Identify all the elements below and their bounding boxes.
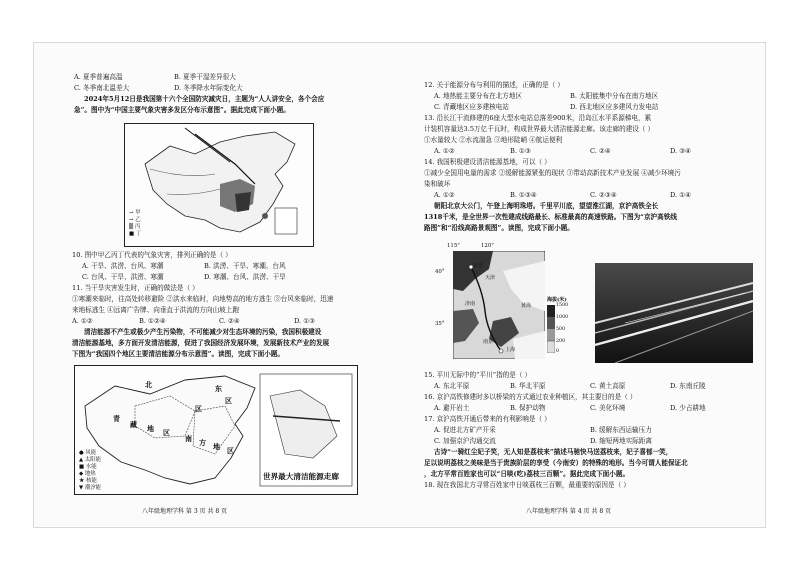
place-beijing: 北京: [473, 263, 484, 269]
question-16: 16. 京沪高铁修建时多以桥梁的方式通过农业种植区，其主要目的是（ ）: [424, 393, 637, 401]
legend-yi: → 乙: [129, 217, 141, 223]
exam-sheet: [33, 42, 766, 528]
elev-200: 200: [556, 339, 566, 344]
place-nanjing: 南京: [483, 339, 494, 345]
tick-115: 115°: [447, 243, 460, 249]
region-label-10: 方: [199, 438, 206, 447]
elev-500: 500: [556, 327, 566, 332]
option-a: A. 夏季普遍高温: [74, 73, 123, 81]
region-label-7: 地: [147, 424, 154, 433]
passage-intro-3b: 1318千米，是全世界一次性建成线路最长、标准最高的高速铁路。下图为“京沪高铁线: [424, 213, 677, 221]
q13-option-b: B. ①③: [510, 147, 531, 155]
q12-option-a: A. 地热能主要分布在北方地区: [434, 92, 523, 100]
q13-option-d: D. ③④: [670, 147, 692, 155]
q14-option-a: A. ①②: [434, 191, 455, 199]
q14-option-c: C. ②③④: [590, 191, 617, 199]
legend-nuclear: ★ 核能: [79, 478, 97, 484]
q11-statements-2: 来地标逃生 ④远离广告牌、向垂直于洪流的方向山坡上跑: [72, 306, 239, 314]
region-label-9: 南: [185, 434, 192, 443]
place-jinan: 济南: [465, 301, 476, 307]
region-label-4: 区: [195, 404, 202, 413]
q17-option-a: A. 促进北方矿产开采: [434, 426, 496, 434]
china-outline-map: [125, 124, 313, 246]
passage-intro-3: 朝阳北京大公门，午登上海明珠塔。千里平川底，望望淮江湖，京沪高铁全长: [434, 202, 659, 210]
legend-jia: → 甲: [129, 210, 141, 216]
q13-option-c: C. ②④: [590, 147, 611, 155]
option-c: C. 冬季南北温差大: [74, 84, 130, 92]
region-label-12: 区: [227, 446, 234, 455]
q10-option-b: B. 洪涝、干旱、寒潮、台风: [204, 262, 286, 270]
legend-tidal: ▼ 潮汐能: [79, 485, 102, 491]
q16-option-b: B. 保护动物: [510, 404, 546, 412]
passage-intro-1: 2024年5月12日是我国第十六个全国防灾减灾日，主题为“人人讲安全，各个会应: [84, 95, 325, 103]
passage-intro-2b: 清洁能源基地，多方面开发清洁能源，促进了我国经济发展环境，发展新技术产业的发展: [72, 339, 330, 347]
q11-option-a: A. ①②: [72, 317, 93, 325]
legend-hydro: ■ 水能: [79, 464, 97, 470]
question-10: 10. 图中甲乙丙丁代表的气象灾害，排列正确的是（ ）: [72, 251, 232, 259]
disaster-map: [124, 123, 314, 247]
region-label-3: 区: [225, 396, 232, 405]
q15-option-c: C. 黄土高原: [590, 382, 626, 390]
legend-geothermal: ◆ 地热: [79, 471, 96, 477]
map-caption: 世界最大清洁能源走廊: [263, 472, 339, 481]
question-13: 13. 沿长江干流修建的6座大型水电站总落差900米，沿岛江水平系源梯电，累: [424, 114, 652, 122]
q15-option-a: A. 东北平原: [434, 382, 470, 390]
option-b: B. 夏季干湿差异很大: [174, 73, 236, 81]
q10-option-d: D. 寒潮、台风、洪涝、干旱: [204, 273, 286, 281]
q10-option-c: C. 台风、干旱、洪涝、寒潮: [82, 273, 164, 281]
elevation-scale-bar: [547, 305, 555, 353]
place-shanghai: 上海: [505, 347, 516, 353]
q13-statements: ①水量较大 ②水流湍急 ③地形陡峭 ④航运便利: [424, 136, 563, 144]
region-label-11: 地: [213, 442, 220, 451]
q16-option-a: A. 避开岩土: [434, 404, 470, 412]
legend-wind: ● 风能: [79, 450, 97, 456]
clean-energy-map: [74, 365, 358, 495]
passage-intro-2c: 下图为“我国四个地区主要清洁能源分布示意图”。读图，完成下面小题。: [72, 350, 284, 358]
railway-route-map: [435, 243, 570, 363]
q15-option-d: D. 东南丘陵: [670, 382, 706, 390]
place-yellow-sea: 黄海: [521, 303, 532, 309]
place-tianjin: 天津: [485, 275, 496, 281]
region-label-6: 藏: [130, 420, 137, 429]
q16-option-d: D. 少占耕地: [670, 404, 706, 412]
tick-120: 120°: [481, 243, 494, 249]
question-13b: 计装机容量达3.5万亿千瓦时，构成世界最大清洁能源走廊。该走廊的建设（ ）: [424, 125, 655, 133]
q17-option-d: D. 缩短两地实际距离: [590, 437, 652, 445]
q11-option-b: B. ①②④: [139, 317, 166, 325]
railway-photo: [595, 263, 753, 363]
passage-intro-3c: 路图”和“沿线高路景观图”。读图，完成下面小题。: [424, 224, 574, 232]
q14-statements: ①减少全国用电量的需求 ②缓解能源紧张的现状 ③带动高新技术产业发展 ④减少环境污: [424, 169, 681, 177]
q11-option-c: C. ②④: [219, 317, 240, 325]
question-17: 17. 京沪高铁开通后带来的有利影响是（ ）: [424, 415, 551, 423]
elev-1000: 1000: [556, 315, 569, 320]
question-14: 14. 我国积极建设清洁能源基地，可以（ ）: [424, 158, 551, 166]
tick-40: 40°: [435, 269, 445, 275]
legend-solar: ▲ 太阳能: [79, 457, 102, 463]
right-page: [400, 43, 765, 527]
region-label-8: 区: [163, 428, 170, 437]
elev-0: 0: [556, 349, 560, 354]
passage-intro-4b: 足以说明荔枝之美味是当于贵族阶层的享受（今南安）的特殊的地形。当今可谓人能保证北: [424, 459, 688, 467]
q10-option-a: A. 干旱、洪涝、台风、寒潮: [82, 262, 164, 270]
page-footer-right: 八年级地理学科 第 4 页 共 8 页: [526, 508, 612, 515]
q12-option-c: C. 青藏地区应多建核电站: [434, 103, 509, 111]
legend-bing: ▒ 丙: [129, 224, 141, 230]
passage-intro-2: 清洁能源不产生或极少产生污染物，不可能减少对生态环境的污染，我国积极建设: [84, 328, 322, 336]
tick-35: 35°: [435, 321, 445, 327]
q14-statements-2: 染和破坏: [424, 180, 451, 188]
legend-ding: ■ 丁: [129, 231, 142, 237]
passage-intro-1b: 急”。图中为“中国主要气象灾害多发区分布示意图”。据此完成下面小题。: [74, 106, 290, 114]
region-label-1: 北: [145, 380, 152, 389]
q12-option-b: B. 太阳能集中分布在南方地区: [570, 92, 659, 100]
question-12: 12. 关于能源分布与利用的描述，正确的是（ ）: [424, 81, 564, 89]
q17-option-b: B. 缓解东西运输压力: [590, 426, 652, 434]
question-11: 11. 当干旱灾害发生时，正确的做法是（ ）: [72, 284, 199, 292]
page-footer-left: 八年级地理学科 第 3 页 共 8 页: [142, 508, 228, 515]
q15-option-b: B. 华北平原: [510, 382, 546, 390]
q16-option-c: C. 美化环境: [590, 404, 626, 412]
question-15: 15. 平川无际中的“平川”指的是（ ）: [424, 371, 532, 379]
q14-option-d: D. ①④: [670, 191, 692, 199]
elevation-title: 海拔(米): [547, 297, 567, 303]
option-d: D. 冬季降水年际变化大: [174, 84, 243, 92]
passage-intro-4: 古诗“一骑红尘妃子笑，无人知是荔枝来”描述马驰快马送荔枝来，妃子喜郁一笑，: [434, 448, 673, 456]
q11-statements: ①寒潮来临时，往高处转移避险 ②洪水来临时，向地势高的地方逃生 ③台风来临时，迅速: [72, 295, 334, 303]
region-label-5: 青: [113, 414, 120, 423]
q11-option-d: D. ①③: [294, 317, 316, 325]
q17-option-c: C. 加强京沪沟通交流: [434, 437, 496, 445]
q14-option-b: B. ①③④: [510, 191, 537, 199]
left-page: [34, 43, 399, 527]
passage-intro-4c: ，北方平常百姓家也可以“日啖(吃)荔枝三百颗”。据此完成下面小题。: [424, 470, 630, 478]
question-18: 18. 现在我国北方寻常百姓家中日啖荔枝三百颗，最重要的原因是（ ）: [424, 481, 630, 489]
q13-option-a: A. ①②: [434, 147, 455, 155]
region-label-2: 东: [215, 384, 222, 393]
q12-option-d: D. 西北地区应多建风力发电站: [570, 103, 659, 111]
elev-1500: 1500: [556, 303, 569, 308]
